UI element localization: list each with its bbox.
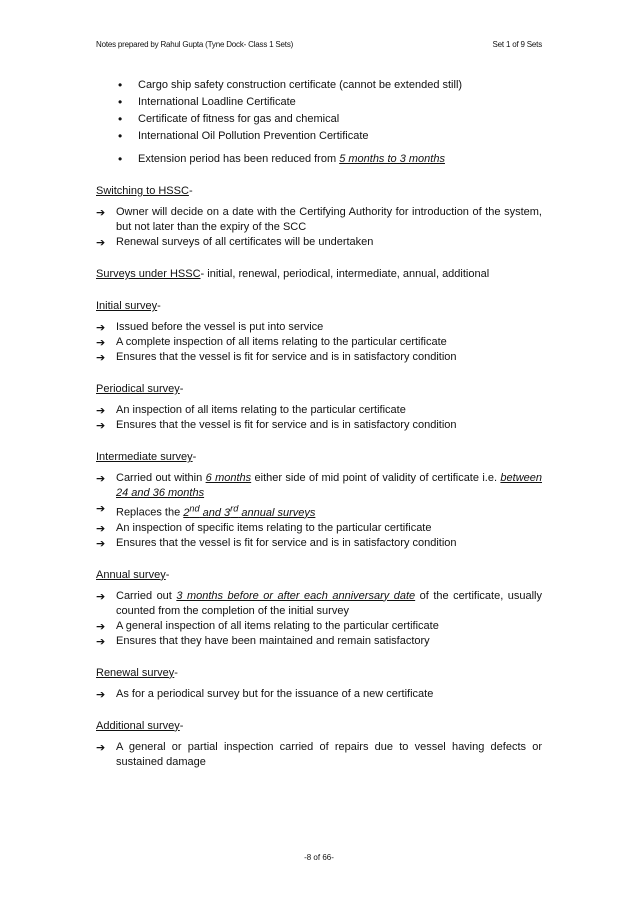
header-author: Notes prepared by Rahul Gupta (Tyne Dock- Class 1 Sets) <box>96 40 294 49</box>
arrow-icon: ➔ <box>96 619 106 633</box>
section-periodical <box>96 382 542 433</box>
list-item: ➔ Ensures that they have been maintained and remain satisfactory <box>96 634 430 648</box>
list-item: ➔ Ensures that the vessel is fit for service and is in satisfactory condition <box>96 351 457 364</box>
list-item: ➔ Ensures that the vessel is fit for service and is in satisfactory condition <box>96 419 457 432</box>
list-item: ➔ Owner will decide on a date with the Certifying Authority for introduction of the system, but not later than the expiry of the SCC <box>96 206 542 233</box>
extension-emphasis: 5 months to 3 months <box>339 153 445 165</box>
arrow-icon: ➔ <box>96 634 106 648</box>
page-header <box>96 40 542 49</box>
arrow-icon: ➔ <box>96 404 106 417</box>
page-number: -8 of 66- <box>304 853 334 862</box>
list-item: ➔ A complete inspection of all items relating to the particular certificate <box>96 336 447 349</box>
arrow-icon: ➔ <box>96 206 106 219</box>
section-surveys-under: Surveys under HSSC- initial, renewal, periodical, intermediate, annual, additional <box>96 268 490 280</box>
list-item: ➔ Renewal surveys of all certificates will be undertaken <box>96 236 374 249</box>
list-item: • Extension period has been reduced from 5 months to 3 months <box>96 152 542 167</box>
list-item: ➔ Ensures that the vessel is fit for service and is in satisfactory condition <box>96 536 457 550</box>
section-annual <box>96 568 542 649</box>
header-set: Set 1 of 9 Sets <box>492 40 542 49</box>
arrow-icon: ➔ <box>96 740 106 754</box>
list-item: ➔ A general inspection of all items relating to the particular certificate <box>96 619 439 633</box>
arrow-icon: ➔ <box>96 321 106 334</box>
arrow-icon: ➔ <box>96 351 106 364</box>
arrow-icon: ➔ <box>96 687 106 701</box>
certificate-list <box>96 78 542 144</box>
list-item: ➔ A general or partial inspection carried of repairs due to vessel having defects or sustained damage <box>96 740 542 768</box>
section-heading: Periodical survey- <box>96 383 184 395</box>
arrow-icon: ➔ <box>96 502 106 515</box>
arrow-icon: ➔ <box>96 536 106 550</box>
list-item: ➔ Replaces the 2nd and 3rd annual surveys <box>96 502 316 519</box>
section-initial <box>96 299 542 365</box>
section-additional <box>96 719 542 770</box>
arrow-icon: ➔ <box>96 236 106 249</box>
section-heading: Initial survey- <box>96 300 161 312</box>
section-heading: Renewal survey- <box>96 666 178 679</box>
arrow-icon: ➔ <box>96 521 106 535</box>
extension-list <box>96 152 542 167</box>
arrow-icon: ➔ <box>96 472 106 485</box>
arrow-icon: ➔ <box>96 589 106 603</box>
arrow-icon: ➔ <box>96 419 106 432</box>
list-item: • International Loadline Certificate <box>96 95 542 110</box>
list-item: • Certificate of fitness for gas and chemical <box>96 112 542 127</box>
section-heading: Switching to HSSC- <box>96 185 193 197</box>
document-body <box>96 78 542 770</box>
section-heading: Intermediate survey- <box>96 451 197 463</box>
section-heading: Annual survey- <box>96 568 170 581</box>
section-switching <box>96 184 542 250</box>
list-item: ➔ Carried out 3 months before or after each anniversary date of the certificate, usually counted from the completion of the initial survey <box>96 589 542 617</box>
section-intermediate <box>96 450 542 551</box>
list-item: • Cargo ship safety construction certificate (cannot be extended still) <box>96 78 542 93</box>
list-item: ➔ As for a periodical survey but for the issuance of a new certificate <box>96 687 434 701</box>
list-item: ➔ An inspection of specific items relating to the particular certificate <box>96 521 432 535</box>
list-item: ➔ An inspection of all items relating to the particular certificate <box>96 404 406 417</box>
list-item: ➔ Carried out within 6 months either side of mid point of validity of certificate i.e. between 24 and 36 months <box>96 472 542 499</box>
list-item: ➔ Issued before the vessel is put into service <box>96 321 324 334</box>
section-heading: Additional survey- <box>96 719 184 732</box>
section-renewal <box>96 666 542 702</box>
arrow-icon: ➔ <box>96 336 106 349</box>
list-item: • International Oil Pollution Prevention Certificate <box>96 129 542 144</box>
